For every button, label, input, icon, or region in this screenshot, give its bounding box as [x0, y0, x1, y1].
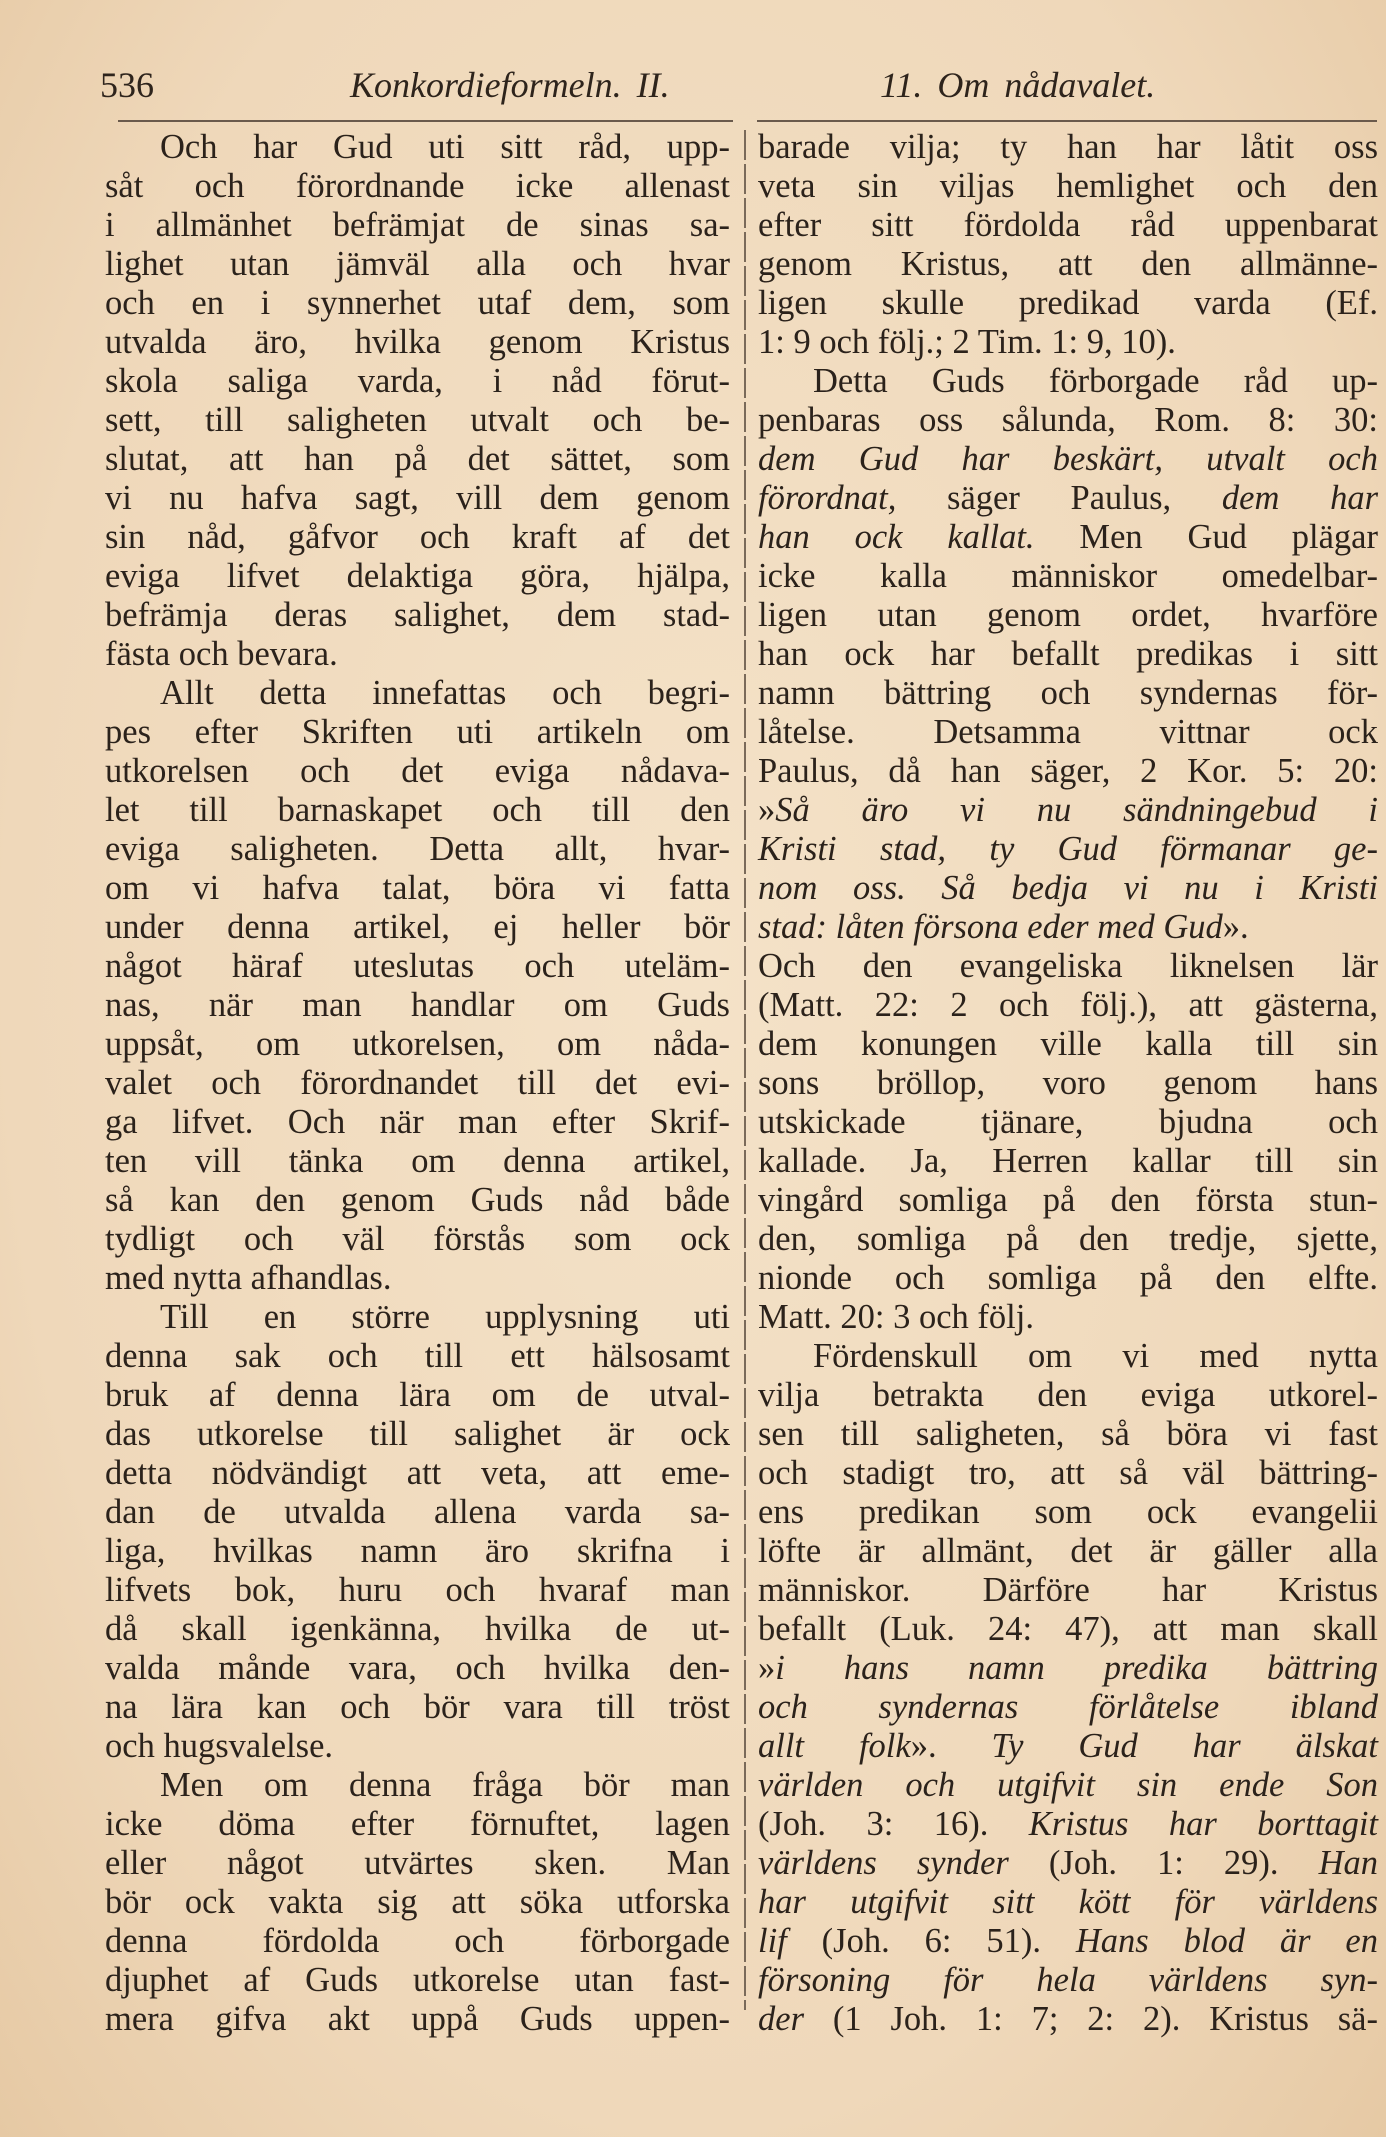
- text-line: sett, till saligheten utvalt och be-: [105, 401, 730, 439]
- text-line: ligen utan genom ordet, hvarföre: [758, 596, 1378, 634]
- text-line: utskickade tjänare, bjudna och: [758, 1103, 1378, 1141]
- text-line: något häraf uteslutas och uteläm-: [105, 947, 730, 985]
- text-line: liga, hvilkas namn äro skrifna i: [105, 1532, 730, 1570]
- text-line: eller något utvärtes sken. Man: [105, 1844, 730, 1882]
- text-line: eviga saligheten. Detta allt, hvar-: [105, 830, 730, 868]
- text-line: nas, när man handlar om Guds: [105, 986, 730, 1024]
- text-segment: (Joh. 6: 51).: [786, 1922, 1076, 1960]
- text-line: namn bättring och syndernas för-: [758, 674, 1378, 712]
- text-line: mera gifva akt uppå Guds uppen-: [105, 2000, 730, 2038]
- text-line: såt och förordnande icke allenast: [105, 167, 730, 205]
- italic-segment: Han: [1318, 1844, 1378, 1882]
- text-line: befallt (Luk. 24: 47), att man skall: [758, 1610, 1378, 1648]
- text-line: pes efter Skriften uti artikeln om: [105, 713, 730, 751]
- text-line: eviga lifvet delaktiga göra, hjälpa,: [105, 557, 730, 595]
- italic-segment: lif: [758, 1922, 787, 1960]
- left-column: [105, 128, 730, 2039]
- text-line: denna sak och till ett hälsosamt: [105, 1337, 730, 1375]
- italic-segment: stad: låten försona eder med Gud: [758, 908, 1223, 946]
- text-line: denna fördolda och förborgade: [105, 1922, 730, 1960]
- text-line: Men om denna fråga bör man: [160, 1766, 730, 1804]
- text-segment: ».: [1222, 908, 1249, 946]
- running-chapter: 11. Om nådavalet.: [880, 65, 1156, 105]
- text-line: löfte är allmänt, det är gäller alla: [758, 1532, 1378, 1570]
- text-line: ten vill tänka om denna artikel,: [105, 1142, 730, 1180]
- text-segment: säger Paulus,: [896, 479, 1222, 517]
- text-line: [758, 1766, 1378, 1805]
- text-line: sen till saligheten, så böra vi fast: [758, 1415, 1378, 1453]
- text-line: 1: 9 och följ.; 2 Tim. 1: 9, 10).: [758, 323, 1176, 361]
- text-line: na lära kan och bör vara till tröst: [105, 1688, 730, 1726]
- page-number: 536: [100, 65, 154, 105]
- text-line: lifvets bok, huru och hvaraf man: [105, 1571, 730, 1609]
- column-divider: [744, 130, 746, 2010]
- text-line: [758, 518, 1378, 557]
- text-line: dem konungen ville kalla till sin: [758, 1025, 1378, 1063]
- text-line: ens predikan som ock evangelii: [758, 1493, 1378, 1531]
- italic-segment: förordnat,: [758, 479, 897, 517]
- italic-segment: der: [758, 2000, 804, 2038]
- text-line: fästa och bevara.: [105, 635, 338, 673]
- text-segment: Men Gud plägar: [1034, 518, 1378, 556]
- text-line: detta nödvändigt att veta, att eme-: [105, 1454, 730, 1492]
- text-line: Och den evangeliska liknelsen lär: [758, 947, 1378, 985]
- italic-segment: Ty Gud har älskat: [991, 1727, 1378, 1765]
- text-line: låtelse. Detsamma vittnar ock: [758, 713, 1378, 751]
- text-line: så kan den genom Guds nåd både: [105, 1181, 730, 1219]
- text-line: Fördenskull om vi med nytta: [813, 1337, 1378, 1375]
- italic-segment: dem Gud har beskärt, utvalt och: [758, 440, 1378, 478]
- text-line: nionde och somliga på den elfte.: [758, 1259, 1378, 1297]
- text-line: vi nu hafva sagt, vill dem genom: [105, 479, 730, 517]
- text-line: kallade. Ja, Herren kallar till sin: [758, 1142, 1378, 1180]
- italic-segment: Kristus har borttagit: [1028, 1805, 1378, 1843]
- text-line: vingård somliga på den första stun-: [758, 1181, 1378, 1219]
- italic-segment: har utgifvit sitt kött för världens: [758, 1883, 1378, 1921]
- text-line: uppsåt, om utkorelsen, om nåda-: [105, 1025, 730, 1063]
- text-line: genom Kristus, att den allmänne-: [758, 245, 1378, 283]
- text-line: vilja betrakta den eviga utkorel-: [758, 1376, 1378, 1414]
- text-segment: (Joh. 1: 29).: [1008, 1844, 1319, 1882]
- text-line: penbaras oss sålunda, Rom. 8: 30:: [758, 401, 1378, 439]
- italic-segment: dem har: [1221, 479, 1378, 517]
- text-line: och en i synnerhet utaf dem, som: [105, 284, 730, 322]
- text-line: lighet utan jämväl alla och hvar: [105, 245, 730, 283]
- text-line: [758, 1961, 1378, 2000]
- header-rule-left: [118, 120, 733, 122]
- text-line: [758, 2000, 1378, 2039]
- text-line: skola saliga varda, i nåd förut-: [105, 362, 730, 400]
- italic-segment: världen och utgifvit sin ende Son: [758, 1766, 1378, 1804]
- text-line: [758, 1883, 1378, 1922]
- text-line: Matt. 20: 3 och följ.: [758, 1298, 1034, 1336]
- running-title: Konkordieformeln. II.: [350, 65, 670, 105]
- text-line: [758, 1688, 1378, 1727]
- header-rule-right: [757, 120, 1377, 122]
- text-line: sons bröllop, voro genom hans: [758, 1064, 1378, 1102]
- italic-segment: Så äro vi nu sändningebud i: [775, 791, 1378, 829]
- italic-segment: försoning för hela världens syn-: [758, 1961, 1378, 1999]
- italic-segment: Hans blod är en: [1075, 1922, 1378, 1960]
- italic-segment: världens synder: [758, 1844, 1009, 1882]
- text-line: [758, 830, 1378, 869]
- text-line: [758, 1727, 1378, 1766]
- text-line: [758, 869, 1378, 908]
- text-line: bruk af denna lära om de utval-: [105, 1376, 730, 1414]
- text-line: Paulus, då han säger, 2 Kor. 5: 20:: [758, 752, 1378, 790]
- italic-segment: Kristi stad, ty Gud förmanar ge-: [758, 830, 1378, 868]
- text-line: han ock har befallt predikas i sitt: [758, 635, 1378, 673]
- text-line: let till barnaskapet och till den: [105, 791, 730, 829]
- text-line: sin nåd, gåfvor och kraft af det: [105, 518, 730, 556]
- text-line: den, somliga på den tredje, sjette,: [758, 1220, 1378, 1258]
- text-segment: »: [758, 791, 776, 829]
- italic-segment: nom oss. Så bedja vi nu i Kristi: [758, 869, 1378, 907]
- italic-segment: och syndernas förlåtelse ibland: [758, 1688, 1378, 1726]
- text-line: valet och förordnandet till det evi-: [105, 1064, 730, 1102]
- text-line: [758, 440, 1378, 479]
- text-line: och stadigt tro, att så väl bättring-: [758, 1454, 1378, 1492]
- text-line: ga lifvet. Och när man efter Skrif-: [105, 1103, 730, 1141]
- text-line: med nytta afhandlas.: [105, 1259, 392, 1297]
- right-column: [758, 128, 1378, 2039]
- text-line: bör ock vakta sig att söka utforska: [105, 1883, 730, 1921]
- text-line: tydligt och väl förstås som ock: [105, 1220, 730, 1258]
- text-line: människor. Därföre har Kristus: [758, 1571, 1378, 1609]
- text-line: [758, 1649, 1378, 1688]
- text-line: das utkorelse till salighet är ock: [105, 1415, 730, 1453]
- text-line: icke döma efter förnuftet, lagen: [105, 1805, 730, 1843]
- italic-segment: allt folk: [758, 1727, 911, 1765]
- text-line: dan de utvalda allena varda sa-: [105, 1493, 730, 1531]
- text-segment: (1 Joh. 1: 7; 2: 2). Kristus sä-: [804, 2000, 1378, 2038]
- italic-segment: han ock kallat.: [758, 518, 1035, 556]
- text-line: och hugsvalelse.: [105, 1727, 334, 1765]
- text-line: Till en större upplysning uti: [160, 1298, 730, 1336]
- text-line: Allt detta innefattas och begri-: [160, 674, 730, 712]
- italic-segment: i hans namn predika bättring: [775, 1649, 1378, 1687]
- text-line: Detta Guds förborgade råd up-: [813, 362, 1378, 400]
- text-line: då skall igenkänna, hvilka de ut-: [105, 1610, 730, 1648]
- text-line: valda månde vara, och hvilka den-: [105, 1649, 730, 1687]
- text-line: [758, 908, 1378, 947]
- text-line: utkorelsen och det eviga nådava-: [105, 752, 730, 790]
- text-line: [758, 1844, 1378, 1883]
- text-line: under denna artikel, ej heller bör: [105, 908, 730, 946]
- text-line: efter sitt fördolda råd uppenbarat: [758, 206, 1378, 244]
- text-segment: »: [758, 1649, 776, 1687]
- text-line: om vi hafva talat, böra vi fatta: [105, 869, 730, 907]
- text-line: [758, 791, 1378, 830]
- text-line: utvalda äro, hvilka genom Kristus: [105, 323, 730, 361]
- text-line: (Matt. 22: 2 och följ.), att gästerna,: [758, 986, 1378, 1024]
- text-line: veta sin viljas hemlighet och den: [758, 167, 1378, 205]
- text-line: Och har Gud uti sitt råd, upp-: [160, 128, 730, 166]
- text-line: i allmänhet befrämjat de sinas sa-: [105, 206, 730, 244]
- running-header: [100, 58, 1370, 108]
- text-line: slutat, att han på det sättet, som: [105, 440, 730, 478]
- text-line: [758, 479, 1378, 518]
- text-line: barade vilja; ty han har låtit oss: [758, 128, 1378, 166]
- text-segment: (Joh. 3: 16).: [758, 1805, 1029, 1843]
- text-line: [758, 1922, 1378, 1961]
- text-line: ligen skulle predikad varda (Ef.: [758, 284, 1378, 322]
- text-line: [758, 1805, 1378, 1844]
- text-line: befrämja deras salighet, dem stad-: [105, 596, 730, 634]
- text-line: icke kalla människor omedelbar-: [758, 557, 1378, 595]
- text-segment: ».: [910, 1727, 992, 1765]
- text-line: djuphet af Guds utkorelse utan fast-: [105, 1961, 730, 1999]
